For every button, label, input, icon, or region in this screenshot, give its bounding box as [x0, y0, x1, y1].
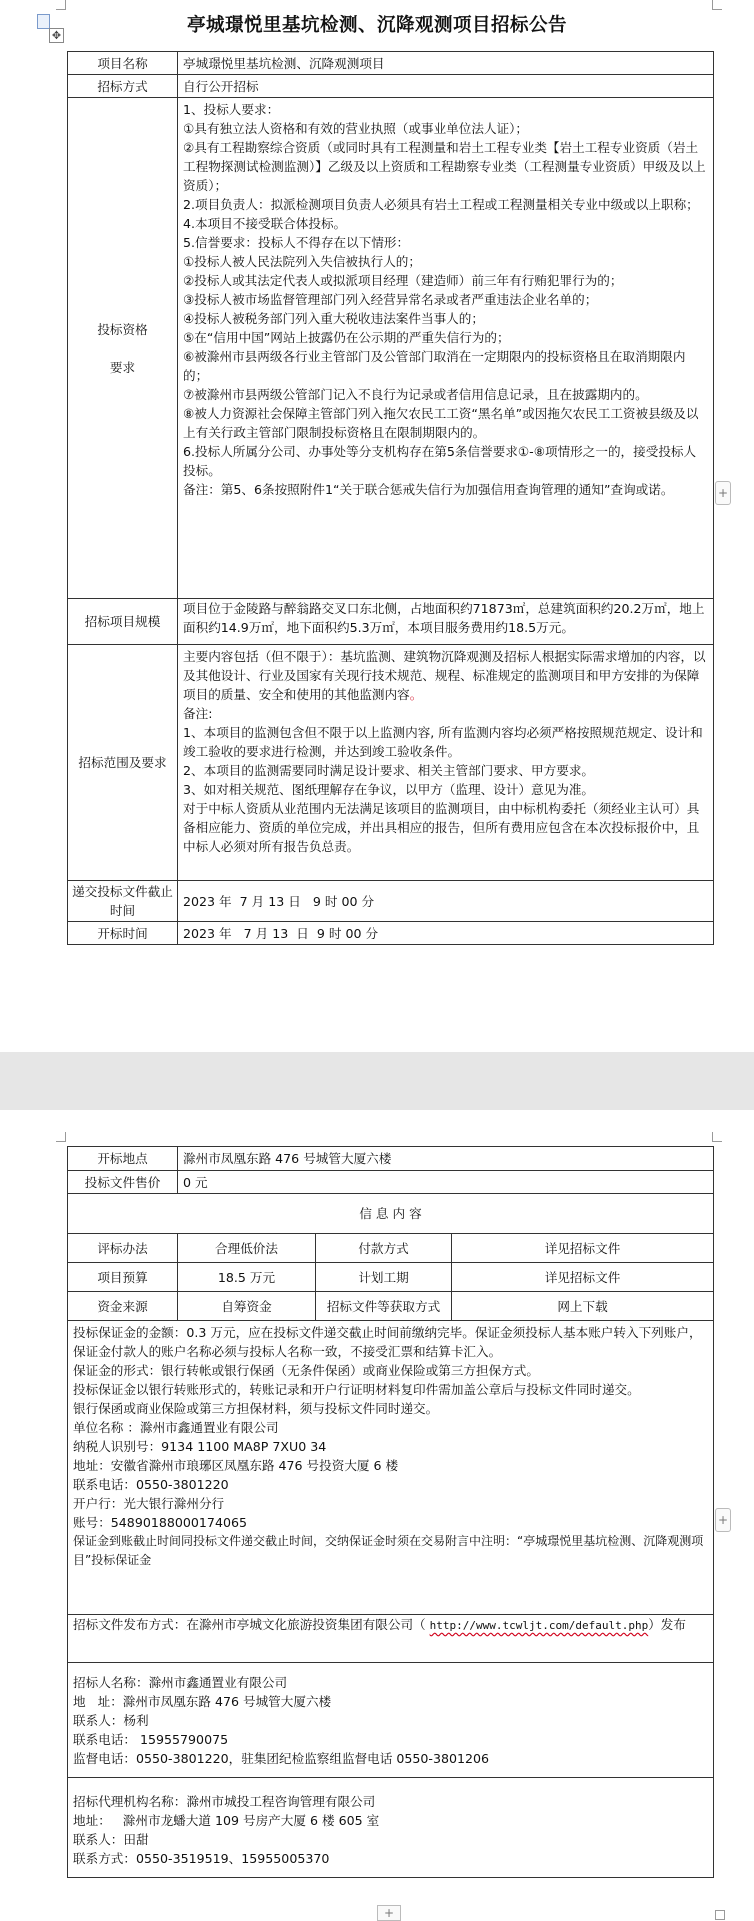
pay-value: 详见招标文件	[452, 1234, 714, 1263]
table-resize-handle-icon[interactable]	[715, 1910, 725, 1920]
qual-line: ⑥被滁州市县两级各行业主管部门及公管部门取消在一定期限内的投标资格且在取消期限内的；	[183, 349, 686, 383]
tenderer-line: 监督电话：0550-3801220，驻集团纪检监察组监督电话 0550-3801206	[73, 1751, 490, 1766]
insert-column-plus-icon[interactable]: +	[715, 481, 731, 505]
price-label: 投标文件售价	[68, 1171, 178, 1194]
agent-line: 联系人：田甜	[73, 1832, 149, 1847]
tenderer-line: 联系人：杨利	[73, 1713, 149, 1728]
eval-label: 评标办法	[68, 1234, 178, 1263]
method-value: 自行公开招标	[178, 75, 714, 98]
deposit-line: 纳税人识别号：9134 1100 MA8P 7XU0 34	[73, 1439, 327, 1454]
deposit-line: 账号：54890188000174065	[73, 1515, 247, 1530]
price-value: 0 元	[178, 1171, 714, 1194]
qual-line: ⑦被滁州市县两级公管部门记入不良行为记录或者信用信息记录，且在披露期内的。	[183, 387, 648, 402]
qual-line: ③投标人被市场监督管理部门列入经营异常名录或者严重违法企业名单的；	[183, 292, 598, 307]
qual-line: ②投标人或其法定代表人或拟派项目经理（建造师）前三年有行贿犯罪行为的；	[183, 273, 623, 288]
deadline-value: 2023 年 7 月 13 日 9 时 00 分	[178, 881, 714, 922]
qual-line: 备注：第5、6条按照附件1“关于联合惩戒失信行为加强信用查询管理的通知”查询或诺。	[183, 482, 674, 497]
info-header: 信 息 内 容	[68, 1194, 714, 1234]
budget-value: 18.5 万元	[178, 1263, 316, 1292]
obtain-label: 招标文件等获取方式	[316, 1292, 452, 1321]
deposit-line: 地址：安徽省滁州市琅琊区凤凰东路 476 号投资大厦 6 楼	[73, 1458, 399, 1473]
agent-line: 联系方式：0550-3519519、15955005370	[73, 1851, 330, 1866]
fund-label: 资金来源	[68, 1292, 178, 1321]
scale-label: 招标项目规模	[68, 599, 178, 645]
scope-line: 对于中标人资质从业范围内无法满足该项目的监测项目，由中标机构委托（须经业主认可）具备相应能力、资质的单位完成，并出具相应的报告，但所有费用应包含在本次投标报价中，且中标人必须对所有报告负总责。	[183, 801, 700, 854]
qualification-label-line: 投标资格	[97, 321, 148, 337]
scope-label: 招标范围及要求	[68, 645, 178, 881]
scope-main	[183, 647, 708, 704]
period-label: 计划工期	[316, 1263, 452, 1292]
fund-value: 自筹资金	[178, 1292, 316, 1321]
page-corner-mark	[712, 1132, 722, 1142]
deposit-section	[68, 1321, 714, 1615]
opening-time-value: 2023 年 7 月 13 日 9 时 00 分	[178, 922, 714, 945]
deposit-line: 保证金的形式：银行转帐或银行保函（无条件保函）或商业保险或第三方担保方式。	[73, 1363, 539, 1378]
tenderer-line: 招标人名称：滁州市鑫通置业有限公司	[73, 1675, 288, 1690]
deposit-line: 单位名称 ：滁州市鑫通置业有限公司	[73, 1420, 279, 1435]
method-label: 招标方式	[68, 75, 178, 98]
insert-row-plus-icon[interactable]: +	[377, 1905, 401, 1921]
eval-value: 合理低价法	[178, 1234, 316, 1263]
tenderer-line: 联系电话： 15955790075	[73, 1732, 229, 1747]
qualification-label	[68, 98, 178, 599]
qual-line: ①投标人被人民法院列入失信被执行人的；	[183, 254, 421, 269]
deposit-line: 投标保证金的金额：0.3 万元，应在投标文件递交截止时间前缴纳完毕。保证金须投标人基本账户转入下列账户，	[73, 1325, 702, 1340]
project-name-label: 项目名称	[68, 52, 178, 75]
qual-line: ⑤在“信用中国”网站上披露仍在公示期的严重失信行为的；	[183, 330, 510, 345]
place-value: 滁州市凤凰东路 476 号城管大厦六楼	[178, 1147, 714, 1171]
tenderer-section	[68, 1663, 714, 1778]
scope-line: 3、如对相关规范、图纸理解存在争议，以甲方（监理、设计）意见为准。	[183, 782, 595, 797]
obtain-value: 网上下载	[452, 1292, 714, 1321]
page-corner-mark	[56, 1132, 66, 1142]
table-move-handle-icon[interactable]: ✥	[49, 28, 64, 43]
qualification-label-line: 要求	[109, 359, 136, 375]
qual-line: 6.投标人所属分公司、办事处等分支机构存在第5条信誉要求①-⑧项情形之一的，接受投标人投标。	[183, 444, 697, 478]
tender-detail-table	[67, 1146, 714, 1878]
deposit-line: 投标保证金以银行转账形式的，转账记录和开户行证明材料复印件需加盖公章后与投标文件同时递交。	[73, 1382, 640, 1397]
pay-label: 付款方式	[316, 1234, 452, 1263]
scope-line: 1、本项目的监测包含但不限于以上监测内容, 所有监测内容均必须严格按照规范规定、设计和竣工验收的要求进行检测，并达到竣工验收条件。	[183, 725, 703, 759]
publish-url-link[interactable]: http://www.tcwljt.com/default.php	[429, 1619, 649, 1632]
publish-suffix: ）发布	[648, 1617, 686, 1632]
scope-line: 备注:	[183, 706, 213, 721]
deposit-line: 银行保函或商业保险或第三方担保材料，须与投标文件同时递交。	[73, 1401, 439, 1416]
deadline-label: 递交投标文件截止时间	[68, 881, 178, 922]
qual-line: 5.信誉要求：投标人不得存在以下情形：	[183, 235, 410, 250]
document-page-2	[0, 1110, 754, 1921]
tenderer-line: 地 址：滁州市凤凰东路 476 号城管大厦六楼	[73, 1694, 332, 1709]
scope-main-text: 主要内容包括（但不限于）：基坑监测、建筑物沉降观测及招标人根据实际需求增加的内容，以及其他设计、行业及国家有关现行技术规范、规程、标准规定的监测项目和甲方安排的为保障项目的质量、安全和使用的其他监测内容	[183, 649, 706, 702]
qualification-requirements	[178, 98, 714, 599]
qual-line: ①具有独立法人资格和有效的营业执照（或事业单位法人证）；	[183, 121, 529, 136]
place-label: 开标地点	[68, 1147, 178, 1171]
agent-section	[68, 1778, 714, 1878]
opening-time-label: 开标时间	[68, 922, 178, 945]
deposit-line: 联系电话：0550-3801220	[73, 1477, 229, 1492]
qual-line: ②具有工程勘察综合资质（或同时具有工程测量和岩土工程专业类【岩土工程专业资质（岩土工程物探测试检测监测）】乙级及以上资质和工程勘察专业类（工程测量专业资质）甲级及以上资质）；	[183, 140, 706, 193]
period-value: 详见招标文件	[452, 1263, 714, 1292]
scale-value: 项目位于金陵路与醉翁路交叉口东北侧，占地面积约71873㎡，总建筑面积约20.2万㎡，地上面积约14.9万㎡，地下面积约5.3万㎡，本项目服务费用约18.5万元。	[178, 599, 714, 645]
tender-info-table	[67, 51, 714, 945]
deposit-line: 保证金到账截止时间同投标文件递交截止时间，交纳保证金时须在交易附言中注明：“亭城璟悦里基坑检测、沉降观测项目”投标保证金	[73, 1534, 704, 1567]
insert-column-plus-icon[interactable]: +	[715, 1508, 731, 1532]
project-name-value: 亭城璟悦里基坑检测、沉降观测项目	[178, 52, 714, 75]
qual-line: 2.项目负责人：拟派检测项目负责人必须具有岩土工程或工程测量相关专业中级或以上职称；	[183, 197, 699, 212]
agent-line: 招标代理机构名称：滁州市城投工程咨询管理有限公司	[73, 1794, 376, 1809]
qual-line: 1、投标人要求：	[183, 102, 280, 117]
publish-prefix: 招标文件发布方式：在滁州市亭城文化旅游投资集团有限公司（	[73, 1617, 430, 1632]
page-corner-mark	[712, 0, 722, 10]
qual-line: 4.本项目不接受联合体投标。	[183, 216, 347, 231]
qual-line: ⑧被人力资源社会保障主管部门列入拖欠农民工工资“黑名单”或因拖欠农民工工资被县级及以上有关行政主管部门限制投标资格且在限制期限内的。	[183, 406, 699, 440]
deposit-line: 开户行：光大银行滁州分行	[73, 1496, 225, 1511]
page-corner-mark	[56, 0, 66, 10]
agent-line: 地址： 滁州市龙蟠大道 109 号房产大厦 6 楼 605 室	[73, 1813, 380, 1828]
page-title: 亭城璟悦里基坑检测、沉降观测项目招标公告	[186, 15, 567, 36]
scope-value	[178, 645, 714, 881]
deposit-line: 保证金付款人的账户名称必须与投标人名称一致，不接受汇票和结算卡汇入。	[73, 1344, 502, 1359]
scope-main-dot: 。	[409, 687, 423, 702]
budget-label: 项目预算	[68, 1263, 178, 1292]
qual-line: ④投标人被税务部门列入重大税收违法案件当事人的；	[183, 311, 484, 326]
scope-line: 2、本项目的监测需要同时满足设计要求、相关主管部门要求、甲方要求。	[183, 763, 595, 778]
page-gap	[0, 1052, 754, 1110]
publish-section	[68, 1615, 714, 1663]
